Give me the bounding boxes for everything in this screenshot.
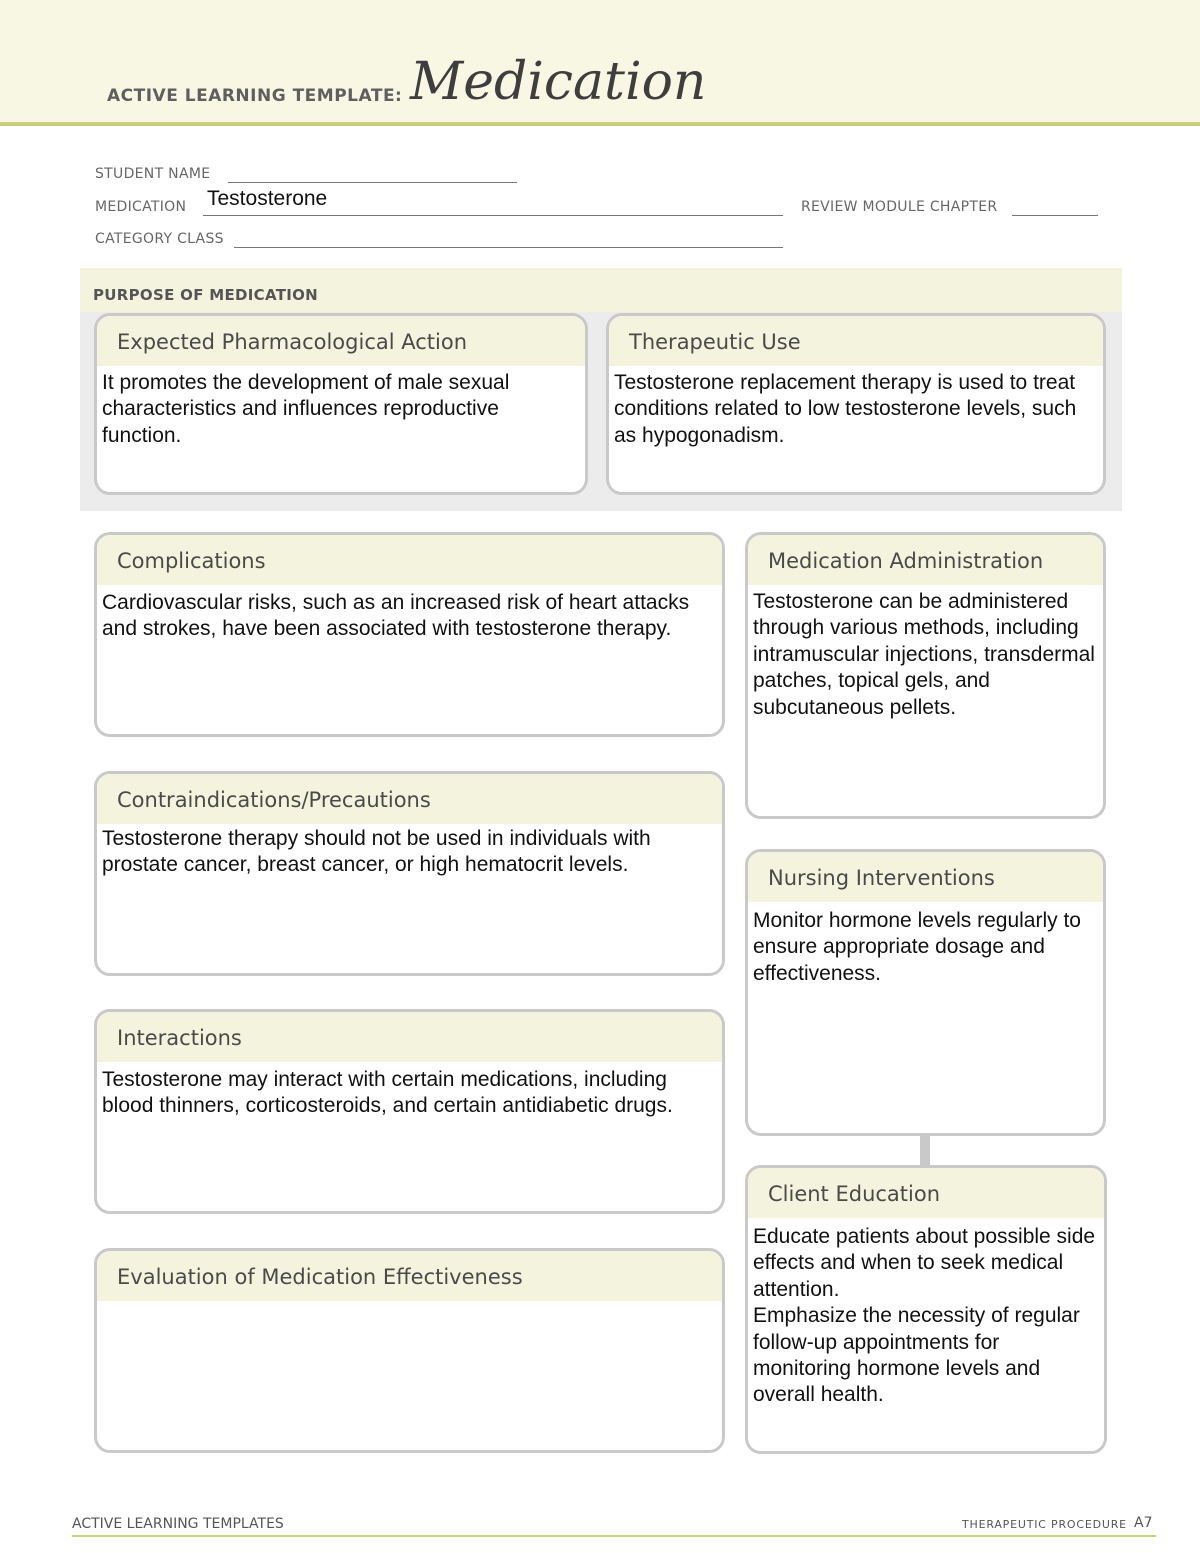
- interactions-box: [94, 1009, 725, 1214]
- therapeutic-use-title: Therapeutic Use: [609, 316, 1103, 366]
- template-prefix: ACTIVE LEARNING TEMPLATE:: [107, 86, 403, 106]
- expected-action-title: Expected Pharmacological Action: [97, 316, 585, 366]
- complications-text[interactable]: Cardiovascular risks, such as an increased risk of heart attacks and strokes, have been associated with testosterone therapy.: [102, 591, 690, 641]
- evaluation-text[interactable]: [97, 1301, 722, 1305]
- expected-action-text[interactable]: It promotes the development of male sexual characteristics and influences reproductive function.: [102, 371, 510, 447]
- therapeutic-use-box: [606, 313, 1106, 495]
- nursing-box: [745, 849, 1106, 1136]
- header-rule: [0, 122, 1200, 126]
- footer-rule: [72, 1535, 1156, 1537]
- client-education-title: Client Education: [748, 1168, 1104, 1218]
- therapeutic-use-text[interactable]: Testosterone replacement therapy is used to treat conditions related to low testosterone levels, such as hypogonadism.: [614, 371, 1077, 447]
- medication-field[interactable]: [203, 215, 783, 216]
- footer-left-label: ACTIVE LEARNING TEMPLATES: [72, 1516, 284, 1532]
- purpose-label: PURPOSE OF MEDICATION: [93, 286, 319, 304]
- category-class-field[interactable]: [234, 247, 783, 248]
- page-number: A7: [1134, 1515, 1153, 1531]
- administration-text[interactable]: Testosterone can be administered through various methods, including intramuscular injections, transdermal patches, topical gels, and subcutaneous pellets.: [753, 590, 1095, 719]
- client-education-paragraph-2: Emphasize the necessity of regular follow-up appointments for monitoring hormone levels and overall health.: [753, 1304, 1080, 1407]
- student-name-label: STUDENT NAME: [95, 166, 211, 182]
- footer-right-label: THERAPEUTIC PROCEDURE: [962, 1518, 1127, 1531]
- interactions-title: Interactions: [97, 1012, 722, 1062]
- client-education-paragraph-1: Educate patients about possible side effects and when to seek medical attention.: [753, 1225, 1096, 1301]
- nursing-title: Nursing Interventions: [748, 852, 1103, 902]
- nursing-text[interactable]: Monitor hormone levels regularly to ensure appropriate dosage and effectiveness.: [753, 909, 1081, 985]
- evaluation-title: Evaluation of Medication Effectiveness: [97, 1251, 722, 1301]
- box-connector: [920, 1136, 930, 1166]
- review-module-label: REVIEW MODULE CHAPTER: [801, 199, 998, 215]
- review-module-field[interactable]: [1012, 215, 1098, 216]
- interactions-text[interactable]: Testosterone may interact with certain medications, including blood thinners, corticosteroids, and certain antidiabetic drugs.: [102, 1068, 673, 1118]
- medication-value: Testosterone: [207, 187, 328, 210]
- medication-label: MEDICATION: [95, 199, 187, 215]
- evaluation-box: [94, 1248, 725, 1453]
- contraindications-text[interactable]: Testosterone therapy should not be used in individuals with prostate cancer, breast cancer, or high hematocrit levels.: [102, 827, 651, 877]
- expected-action-box: [94, 313, 588, 495]
- contraindications-title: Contraindications/Precautions: [97, 774, 722, 824]
- complications-box: [94, 532, 725, 737]
- complications-title: Complications: [97, 535, 722, 585]
- contraindications-box: [94, 771, 725, 976]
- category-class-label: CATEGORY CLASS: [95, 231, 224, 247]
- client-education-text[interactable]: [748, 1218, 1104, 1409]
- administration-box: [745, 532, 1106, 819]
- administration-title: Medication Administration: [748, 535, 1103, 585]
- page-title: Medication: [410, 52, 707, 112]
- client-education-box: [745, 1165, 1107, 1454]
- student-name-field[interactable]: [228, 182, 517, 183]
